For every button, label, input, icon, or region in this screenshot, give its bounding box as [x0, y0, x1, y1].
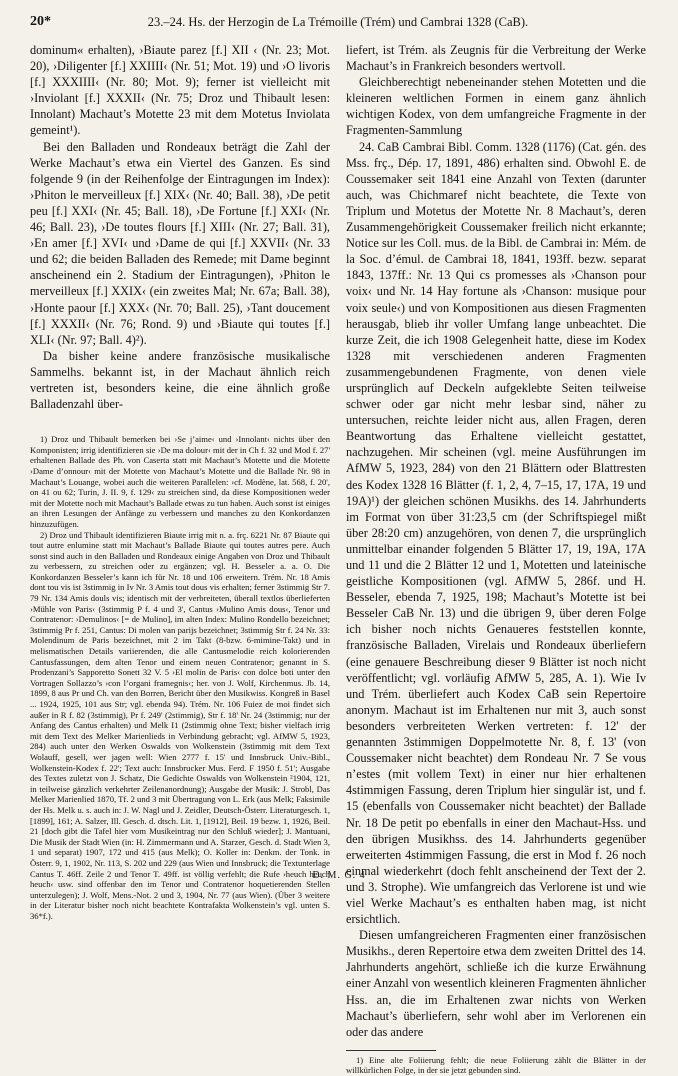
right-column: [346, 42, 646, 1076]
paragraph: Diesen umfangreicheren Fragmenten einer französischen Musikhs., deren Repertoire etwa dem zweiten Drittel des 14. Jahrhunderts angehört, schließe ich die kurze Erwähnung einer Anzahl von wesentlich kleineren Fragmenten ähnlicher Hss. an, die im Erhaltenen zwar nichts von Werken Machaut’s überliefern, sehr wohl aber im Verlorenen ein oder das andere: [346, 928, 646, 1039]
paragraph: Gleichberechtigt nebeneinander stehen Motetten und die kleineren weltlichen Formen in einem ganz ähnlich wichtigen Kodex, von dem umfangreiche Fragmente in der Fragmenten-Sammlung: [346, 75, 646, 138]
footnote: 1) Droz und Thibault bemerken bei ›Se j’aime‹ und ›Innolant‹ nichts über den Komponisten; irrig identifizieren sie ›De ma dolour‹ mit der in Ch f. 32 und Mod f. 27' erhaltenen Ballade des Ph. von Caserta statt mit Machaut’s Motette und die Motette ›Dame d’onnour‹ mit der Motette von Machaut’s Motette und die Ballade Nr. 98 in Machaut’s Louange, wobei auch die weiteren Parallelen: ›cf. Modène, lat. 568, f. 20', on 41 ou 62; Turin, J. II. 9, f. 129‹ zu streichen sind, da diese Kompositionen weder mit der Motette noch mit Machaut’s Ballade etwas zu tun haben. Auch sonst ist einiges an ihren Lesungen der Anfänge zu verbessern und manches zu den Konkordanzen hinzuzufügen.: [30, 434, 330, 529]
footnotes-left: [30, 434, 330, 921]
footnote-right: 1) Eine alte Foliierung fehlt; die neue Foliierung zählt die Blätter in der willkürlichen Folge, in der sie jetzt gebunden sind.: [346, 1054, 646, 1076]
left-column: [30, 42, 330, 921]
signature-mark: D. M. G. 4: [312, 870, 366, 881]
paragraph: Da bisher keine andere französische musikalische Sammelhs. bekannt ist, in der Machaut ähnlich reich vertreten ist, besonders keine, die eine ähnlich große Balladenzahl über-: [30, 348, 330, 412]
running-title: 23.–24. Hs. der Herzogin de La Trémoille (Trém) und Cambrai 1328 (CaB).: [147, 15, 529, 29]
left-main-text: [30, 42, 330, 412]
paragraph: Bei den Balladen und Rondeaux beträgt die Zahl der Werke Machaut’s etwa ein Viertel des Ganzen. Es sind folgende 9 (in der Reihenfolge der Eintragungen im Index): ›Phiton le merveilleux [f.] XIX‹ (Nr. 40; Ball. 38), ›De petit peu [f.] XXI‹ (Nr. 45; Ball. 18), ›De Fortune [f.] XXI‹ (Nr. 46; Ball. 23), ›De toutes flours [f.] XIII‹ (Nr. 27; Ball. 31), ›En amer [f.] XVI‹ und ›Dame de qui [f.] XXVII‹ (Nr. 33 und 62; die beiden Balladen des Remede; mit Dame beginnt anscheinend ein 2. Stadium der Eintragungen), ›Phiton le merveilleux [f.] XXIX‹ (ein zweites Mal; Nr. 67a; Ball. 38), ›Honte paour [f.] XXX‹ (Nr. 70; Ball. 25), ›Tant doucement [f.] XXXII‹ (Nr. 76; Rond. 9) und ›Biaute qui toutes [f.] XLI‹ (Nr. 97; Ball. 4)²).: [30, 139, 330, 347]
right-main-text: [346, 42, 646, 1040]
footnote-rule: [346, 1050, 436, 1051]
running-header: [30, 14, 646, 34]
page-number: 20*: [30, 14, 51, 29]
paragraph: 24. CaB Cambrai Bibl. Comm. 1328 (1176) (Cat. gén. des Mss. frç., Dép. 17, 1891, 486) erhalten sind. Obwohl E. de Coussemaker seit 1841 eine Anzahl von Texten (darunter auch, was Chichmaref nicht beachtete, die Texte von Triplum und Motetus der Motette Nr. 8 Machaut’s, deren Zusammengehörigkeit Coussemaker freilich nicht erkannte; Notice sur les Coll. mus. de la Bibl. de Cambrai in: Mém. de la Soc. d’émul. de Cambrai 18, 1841, 193ff. bezw. separat 1843, 137ff.: Nr. 13 Qui cs promesses als ›Chanson pour voix‹ und Nr. 14 Hay fortune als ›Chanson: musique pour voix seule‹) und von Kompositionen aus diesen Fragmenten herausgab, blieb ihr voller Umfang lange unbeachtet. Die kurze Zeit, die ich 1908 Gelegenheit hatte, diese im Kodex 1328 mit verschiedenen anderen Fragmenten zusammengebundenen Fragmente, von denen viele ursprünglich auf Deckeln aufgeklebte Seiten teilweise schwer oder gar nicht mehr lesbar sind, näher zu untersuchen, reichte leider nicht aus, allen Fragen, deren Beantwortung das Erhaltene vielleicht gestattet, nachzugehen. Mir scheinen (vgl. meine Ausführungen im AfMW 5, 1923, 284) von den 21 Blättern oder Blattresten des Kodex 1328 16 Blätter (f. 1, 2, 4, 7–15, 17, 17A, 19 und 19A)¹) der gleichen schönen Musikhs. des 14. Jahrhunderts im Format von über 31:23,5 cm (der Schriftspiegel mißt über 28:20 cm) anzugehören, von denen 7, die ursprünglich unmittelbar einander folgenden 5 Blätter 17, 19, 19A, 17A und 11 und die 2 Blätter 12 und 1, Motetten und lateinische geistliche Kompositionen (vgl. AfMW 5, 286f. und H. Besseler, ebenda 7, 1925, 198; Machaut’s Motette ist bei Besseler CaB Nr. 13) und die übrigen 9, über deren Folge ich bisher noch nichts Genaueres feststellen konnte, französische Balladen, Virelais und Rondeaux überliefern (eine genauere Beschreibung dieser 9 Blätter ist noch nicht veröffentlicht; vgl. vorläufig AfMW 5, 285, A. 1). Wie Iv und Trém. überliefert auch Kodex CaB sein Repertoire anonym. Machaut ist im Erhaltenen nur mit 3, auch sonst besonders verbreiteten Werken vertreten: f. 12' der genannten 3stimmigen Doppelmotette Nr. 8, f. 13' (von Coussemaker nicht beachtet) dem Rondeau Nr. 7 Se vous n’estes (mit vollem Text) in einer nur hier erhaltenen 4stimmigen Fassung, deren Triplum hier singulär ist, und f. 15 (ebenfalls von Coussemaker nicht beachtet) der Ballade Nr. 18 De petit po ebenfalls in einer den Machaut-Hss. und den übrigen Musikhss. des 14. Jahrhunderts gegenüber erweiterten 4stimmigen Fassung, die erst in Mod f. 26 noch einmal wiederkehrt (doch fehlt anscheinend der Text der 2. und 3. Strophe). Wie umfangreich das Verlorene ist und wie viel Werke Machaut’s es enthalten haben mag, ist nicht ersichtlich.: [346, 139, 646, 927]
paragraph: dominum« erhalten), ›Biaute parez [f.] XII ‹ (Nr. 23; Mot. 20), ›Diligenter [f.] XXIIII‹ (Nr. 51; Mot. 19) und ›O livoris [f.] XXXIIII‹ (Nr. 80; Mot. 9); ferner ist vielleicht mit ›Inviolant [f.] XXXII‹ (Nr. 75; Droz und Thibault lesen: Innolant) Machaut’s Motette 23 mit dem Motetus Inviolata gemeint¹).: [30, 43, 330, 138]
paragraph: liefert, ist Trém. als Zeugnis für die Verbreitung der Werke Machaut’s in Frankreich besonders wertvoll.: [346, 43, 646, 74]
footnote: 2) Droz und Thibault identifizieren Biaute irrig mit n. a. frç. 6221 Nr. 87 Biaute qui tout autre enlumine statt mit Machaut’s Ballade Biaute qui toutes autres pere. Auch sonst sind auch in den Balladen und Rondeaux einige Angaben von Droz und Thibault zu verbessern, zu streichen oder zu ergänzen; vgl. H. Besseler a. a. O. Die Konkordanzen Besseler’s kann ich für Nr. 18 und 106 erweitern. Trém. Nr. 18 Amis dont tou vis ist 3stimmig in Iv Nr. 3 Amis tout dous vis erhalten; ferner 3stimmig Str 7. 79 Nr. 134 Amis douls vis; identisch mit der verbreiteten, überall textlos überlieferten ›Mühle von Paris‹ (3stimmig P f. 4 und 3', Cantus ›Mulino Amis dous‹, Tenor und Contratenor: ›Demulinos‹ [= de Mulino], im alten Index: Mulino Rondello bezeichnet; 3stimmig Pr f. 251, Cantus: Di molen van parijs bezeichnet; 3stimmig Str f. 24 Nr. 33: Molendinum de Paris bezeichnet, mit 2 im Takt (8-bzw. 6-mimine-Takt) und in melismatischen Details variierenden, die alle Cantusmelodie reich kolorierenden Cantusfassungen, dem alten Tenor und einem neuen Contratenor; genannt in S. Prodenzani’s Sapporetto Sonett 32 V. 5 ›El molin de Paris‹ con dolce boti unter den Vortragen Sollazzo’s ›con l’organi framegnis‹; her. von J. Wolf, Kirchenmus. Jb. 14, 1899, 8 aus Pr und Ch. van den Borren, Bericht über den Musikwiss. Kongreß in Basel ... 1924, 1925, 101 aus Str; vgl. ebenda 94). Trém. Nr. 106 Fuiez de moi findet sich außer in R f. 82 (3stimmig), Pr f. 249' (2stimmig), Str f. 18' Nr. 24 (3stimmig; nur der Anfang des Cantus erhalten) und Melk I1 (2stimmig ohne Text; bisher vielfach irrig mit dem Text des Melker Marienlieds in Verbindung gebracht; vgl. AfMW 5, 1923, 284) auch unter den Werken Oswalds von Wolkenstein (3stimmig mit dem Text Wolauff, gesell, wer jagen well: Wien 2777 f. 15' und Innsbruck Univ.-Bibl., Wolkenstein-Kodex f. 22'; Text auch: Innsbrucker Mus. Ferd. F 1950 f. 51'; Ausgabe des Textes zuletzt von J. Schatz, Die Gedichte Oswalds von Wolkenstein ²1904, 121, in teilweise gänzlich verkehrter Zeilenanordnung); Ausgabe der Musik: J. Strobl, Das Melker Marienlied 1870, Tf. 2 und 3 mit Übertragung von L. Erk (aus Melk; Faksimile der Hs. Melk u. s. auch in: J. W. Nagl und J. Zeidler, Deutsch-Österr. Literaturgesch. 1, [1899], 161; A. Salzer, Ill. Gesch. d. dtsch. Lit. 1, [1912], Beil. 19 bezw. 1, 1926, Beil. 21 [doch gibt die Tafel hier vom Musikeintrag nur den Schluß wieder]; J. Mantuani, Die Musik der Stadt Wien (in: H. Zimmermann und A. Starzer, Gesch. d. Stadt Wien 3, 1 und separat) 1907, 172 und 415 (aus Melk); O. Koller in: Denkm. der Tonk. in Österr. 9, 1, 1902, Nr. 113, S. 202 und 229 (aus Wien und Innsbruck; die Textunterlage Cantus T. 46ff. Zeile 2 und Tenor T. 49ff. ist völlig verfehlt; die Rufe ›heuch heuch heuch‹ usw. sind offenbar den im Tenor und Contratenor hoquetierenden Stellen unterzulegen); J. Wolf, Mens.-Not. 2 und 3, 1904, Nr. 77 (aus Wien). (Über 3 weitere in der Literatur bisher noch nicht beachtete Kontrafakta Wolkenstein’s vgl. unten S. 36*f.).: [30, 529, 330, 921]
